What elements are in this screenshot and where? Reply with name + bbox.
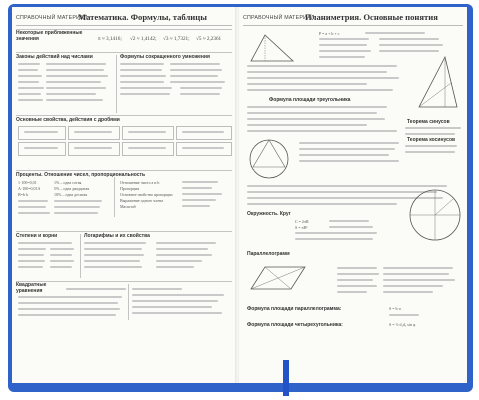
right-page-title: Планиметрия. Основные понятия <box>305 12 438 22</box>
par-area-formula: S = h·a <box>389 306 401 311</box>
parallelogram-diagram-icon <box>249 263 307 293</box>
left-page-header <box>16 11 232 26</box>
section-fractions-title: Основные свойства, действия с дробями <box>16 117 120 123</box>
section-arith-title: Законы действий над числами <box>16 54 93 60</box>
cosines-title: Теорема косинусов <box>407 137 456 143</box>
section-fractions <box>16 115 232 160</box>
percent-row-5: B=b·k <box>18 192 29 197</box>
section-percent <box>16 170 232 221</box>
section-percent-title: Проценты. Отношение чисел, пропорциональность <box>16 172 146 178</box>
arith-divider <box>116 55 117 113</box>
percent-row-6: 10% – одна десятая <box>54 192 88 197</box>
section-short-mult-title: Формулы сокращенного умножения <box>120 54 210 60</box>
circle-area-formula: S = πR² <box>295 225 308 230</box>
percent-word-4: Выражение одного члена <box>120 198 163 203</box>
circle-inscribed-diagram-icon <box>247 137 291 181</box>
triangle-height-diagram-icon <box>415 53 461 111</box>
percent-word-1: Отношение чисел а и b <box>120 180 160 185</box>
section-quadratic <box>16 281 232 322</box>
percent-word-2: Пропорция <box>120 186 140 191</box>
circle-title: Окружность. Круг <box>247 211 291 217</box>
approx-pi: π ≈ 3,1416; <box>98 36 122 42</box>
par-area-title: Формула площади параллелограмма: <box>247 306 342 312</box>
sines-title: Теорема синусов <box>407 119 450 125</box>
percent-row-4: 5% – одна двадцатая <box>54 186 90 191</box>
percent-word-5: Масштаб <box>120 204 136 209</box>
approx-sqrt3: √3 ≈ 1,7321; <box>163 36 190 42</box>
percent-word-3: Основное свойство пропорции <box>120 192 173 197</box>
section-quadratic-title: Квадратные уравнения <box>16 282 47 294</box>
section-arith <box>16 52 232 115</box>
section-powers <box>16 231 232 280</box>
section-logs-title: Логарифмы и их свойства <box>84 233 150 239</box>
perimeter-formula: P = a + b + c <box>319 31 340 36</box>
bookmark-ribbon <box>283 360 289 396</box>
section-approx-title: Некоторые приближенные значения <box>16 30 83 42</box>
left-page-title: Математика. Формулы, таблицы <box>78 12 207 22</box>
left-page-tag: СПРАВОЧНЫЙ МАТЕРИАЛ <box>16 15 88 21</box>
triangle-diagram-icon <box>247 31 297 65</box>
approx-sqrt5: √5 ≈ 2,2361 <box>196 36 222 42</box>
section-powers-title: Степени и корни <box>16 233 58 239</box>
circle-diagram-icon <box>407 187 463 243</box>
right-page <box>239 7 467 383</box>
left-page <box>12 7 237 383</box>
quad-area-formula: S = ½ d₁d₂ sin φ <box>389 322 416 327</box>
parallelogram-title: Параллелограмм <box>247 251 290 257</box>
triangle-area-title: Формула площади треугольника <box>269 97 351 103</box>
percent-row-2: 1% – одна сотая <box>54 180 82 185</box>
right-page-tag: СПРАВОЧНЫЙ МАТЕРИАЛ <box>243 15 315 21</box>
right-page-header <box>243 11 463 26</box>
percent-row-3: A·100=0,01A <box>18 186 41 191</box>
approx-sqrt2: √2 ≈ 1,4142; <box>130 36 157 42</box>
section-approx <box>16 29 232 52</box>
quad-area-title: Формула площади четырехугольника: <box>247 322 343 328</box>
circumference-formula: C = 2πR <box>295 219 309 224</box>
percent-row-1: 1·100=0,01 <box>18 180 37 185</box>
